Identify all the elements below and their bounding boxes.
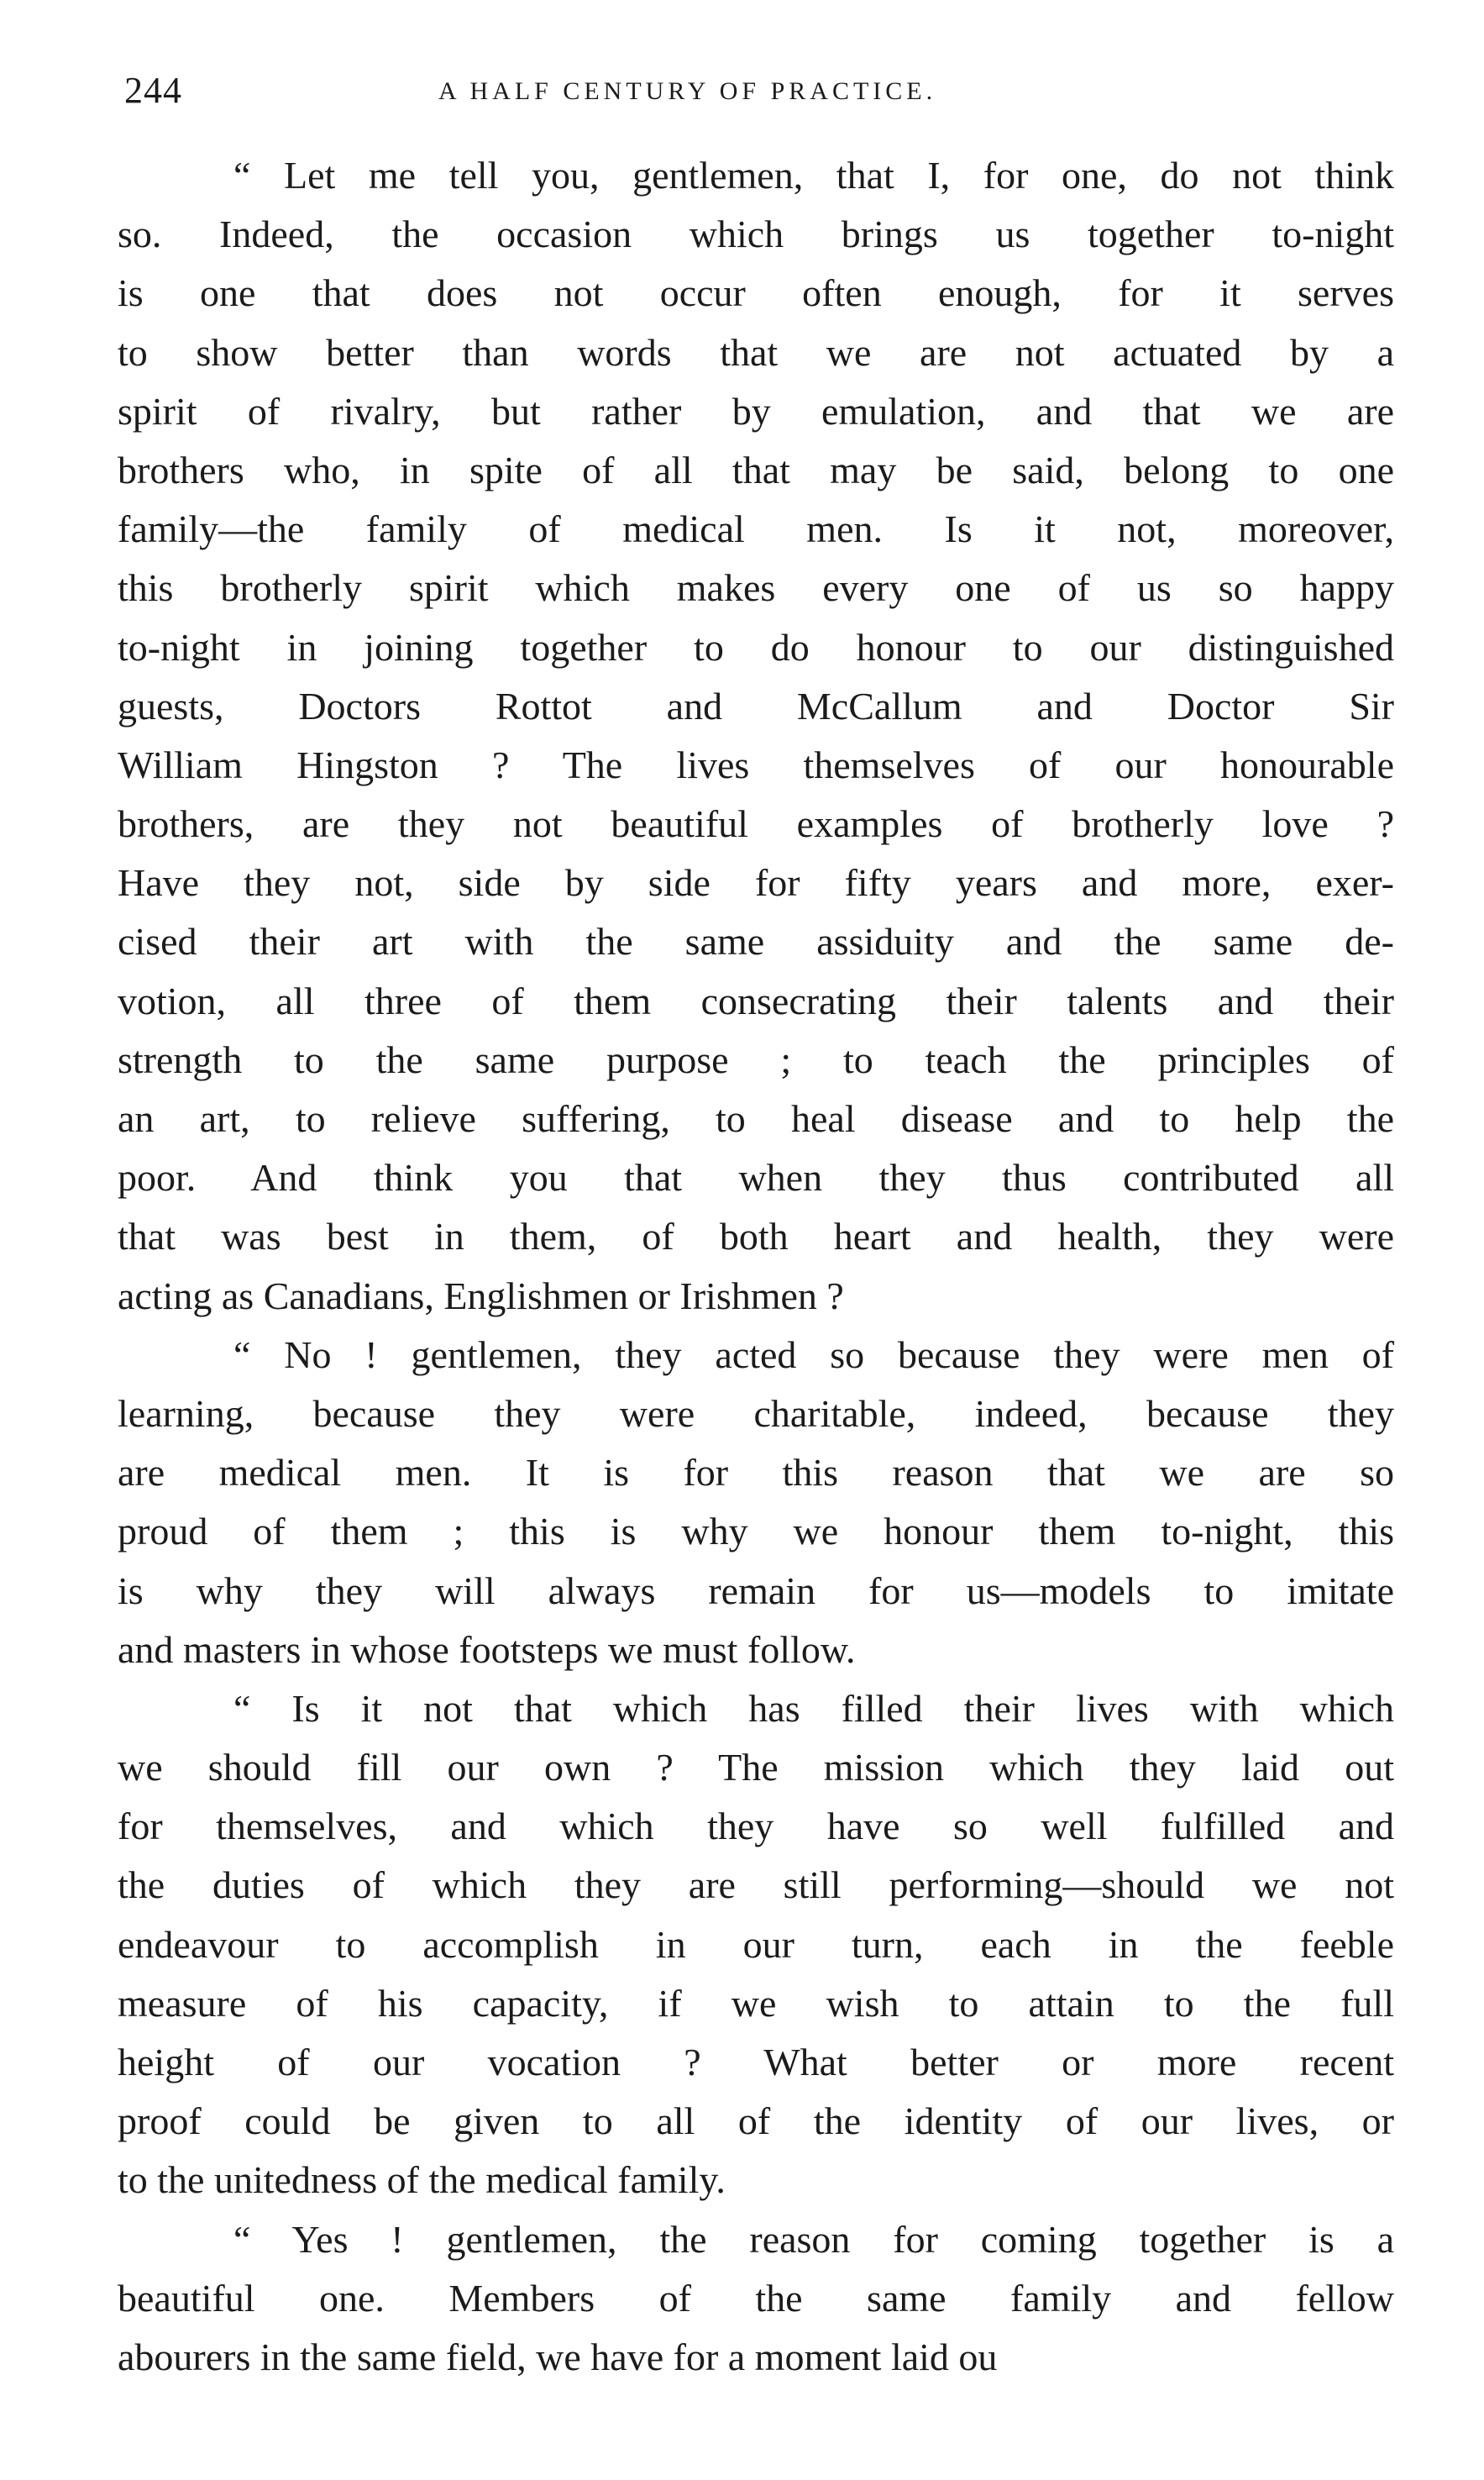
text-line: “ Yes ! gentlemen, the reason for coming together is a — [233, 2217, 1394, 2261]
text-line: the duties of which they are still performing—should we not — [118, 1863, 1394, 1907]
text-line: that was best in them, of both heart and health, they were — [118, 1215, 1394, 1258]
paragraph — [118, 2210, 1394, 2388]
text-line: Have they not, side by side for fifty years and more, exer- — [118, 861, 1394, 905]
text-line: and masters in whose footsteps we must follow. — [118, 1627, 856, 1671]
text-line: height of our vocation ? What better or more recent — [118, 2041, 1394, 2083]
text-line: is one that does not occur often enough, for it serves — [118, 271, 1394, 315]
text-line: an art, to relieve suffering, to heal disease and to help the — [118, 1097, 1394, 1140]
text-line: acting as Canadians, Englishmen or Irishmen ? — [118, 1274, 844, 1317]
page-header — [124, 69, 1401, 128]
text-line: family—the family of medical men. Is it not, moreover, — [118, 507, 1394, 551]
paragraph — [118, 146, 1394, 1326]
text-line: beautiful one. Members of the same family and fellow — [118, 2276, 1394, 2320]
text-line: “ Is it not that which has filled their lives with which — [233, 1686, 1394, 1730]
text-line: brothers, are they not beautiful examples of brotherly love ? — [118, 802, 1394, 846]
text-line: for themselves, and which they have so well fulfilled and — [118, 1805, 1394, 1848]
text-line: guests, Doctors Rottot and McCallum and Doctor Sir — [118, 684, 1394, 728]
text-line: this brotherly spirit which makes every one of us so happy — [118, 566, 1394, 610]
text-line: “ No ! gentlemen, they acted so because they were men of — [233, 1332, 1394, 1376]
text-line: is why they will always remain for us—models to imitate — [118, 1568, 1394, 1612]
text-line: so. Indeed, the occasion which brings us together to-night — [118, 213, 1394, 256]
text-line: proof could be given to all of the identity of our lives, or — [118, 2099, 1394, 2143]
page-number: 244 — [124, 70, 182, 111]
running-title: A HALF CENTURY OF PRACTICE. — [438, 77, 937, 105]
text-line: to show better than words that we are not actuated by a — [118, 330, 1394, 374]
text-line: William Hingston ? The lives themselves of our honourable — [118, 743, 1394, 786]
text-line: to the unitedness of the medical family. — [118, 2158, 726, 2202]
text-line: measure of his capacity, if we wish to attain to the full — [118, 1981, 1394, 2025]
text-line: cised their art with the same assiduity and the same de- — [118, 920, 1394, 964]
paragraph — [118, 1679, 1394, 2210]
text-line: poor. And think you that when they thus contributed all — [118, 1156, 1394, 1200]
text-line: votion, all three of them consecrating their talents and their — [118, 979, 1394, 1022]
text-line: to-night in joining together to do honour to our distinguished — [118, 625, 1394, 669]
text-line: strength to the same purpose ; to teach the principles of — [118, 1038, 1394, 1081]
text-line: proud of them ; this is why we honour them to-night, this — [118, 1510, 1394, 1553]
text-line: abourers in the same field, we have for a moment laid ou — [118, 2335, 998, 2378]
text-line: spirit of rivalry, but rather by emulation, and that we are — [118, 389, 1394, 433]
text-line: endeavour to accomplish in our turn, each in the feeble — [118, 1922, 1394, 1966]
text-line: learning, because they were charitable, indeed, because they — [118, 1391, 1394, 1435]
paragraph — [118, 1326, 1394, 1679]
text-line: we should fill our own ? The mission which they laid out — [118, 1746, 1394, 1789]
text-line: “ Let me tell you, gentlemen, that I, for one, do not think — [233, 154, 1394, 197]
text-line: are medical men. It is for this reason that we are so — [118, 1451, 1394, 1495]
text-line: brothers who, in spite of all that may be said, belong to one — [118, 448, 1394, 491]
body-text — [118, 146, 1394, 2387]
